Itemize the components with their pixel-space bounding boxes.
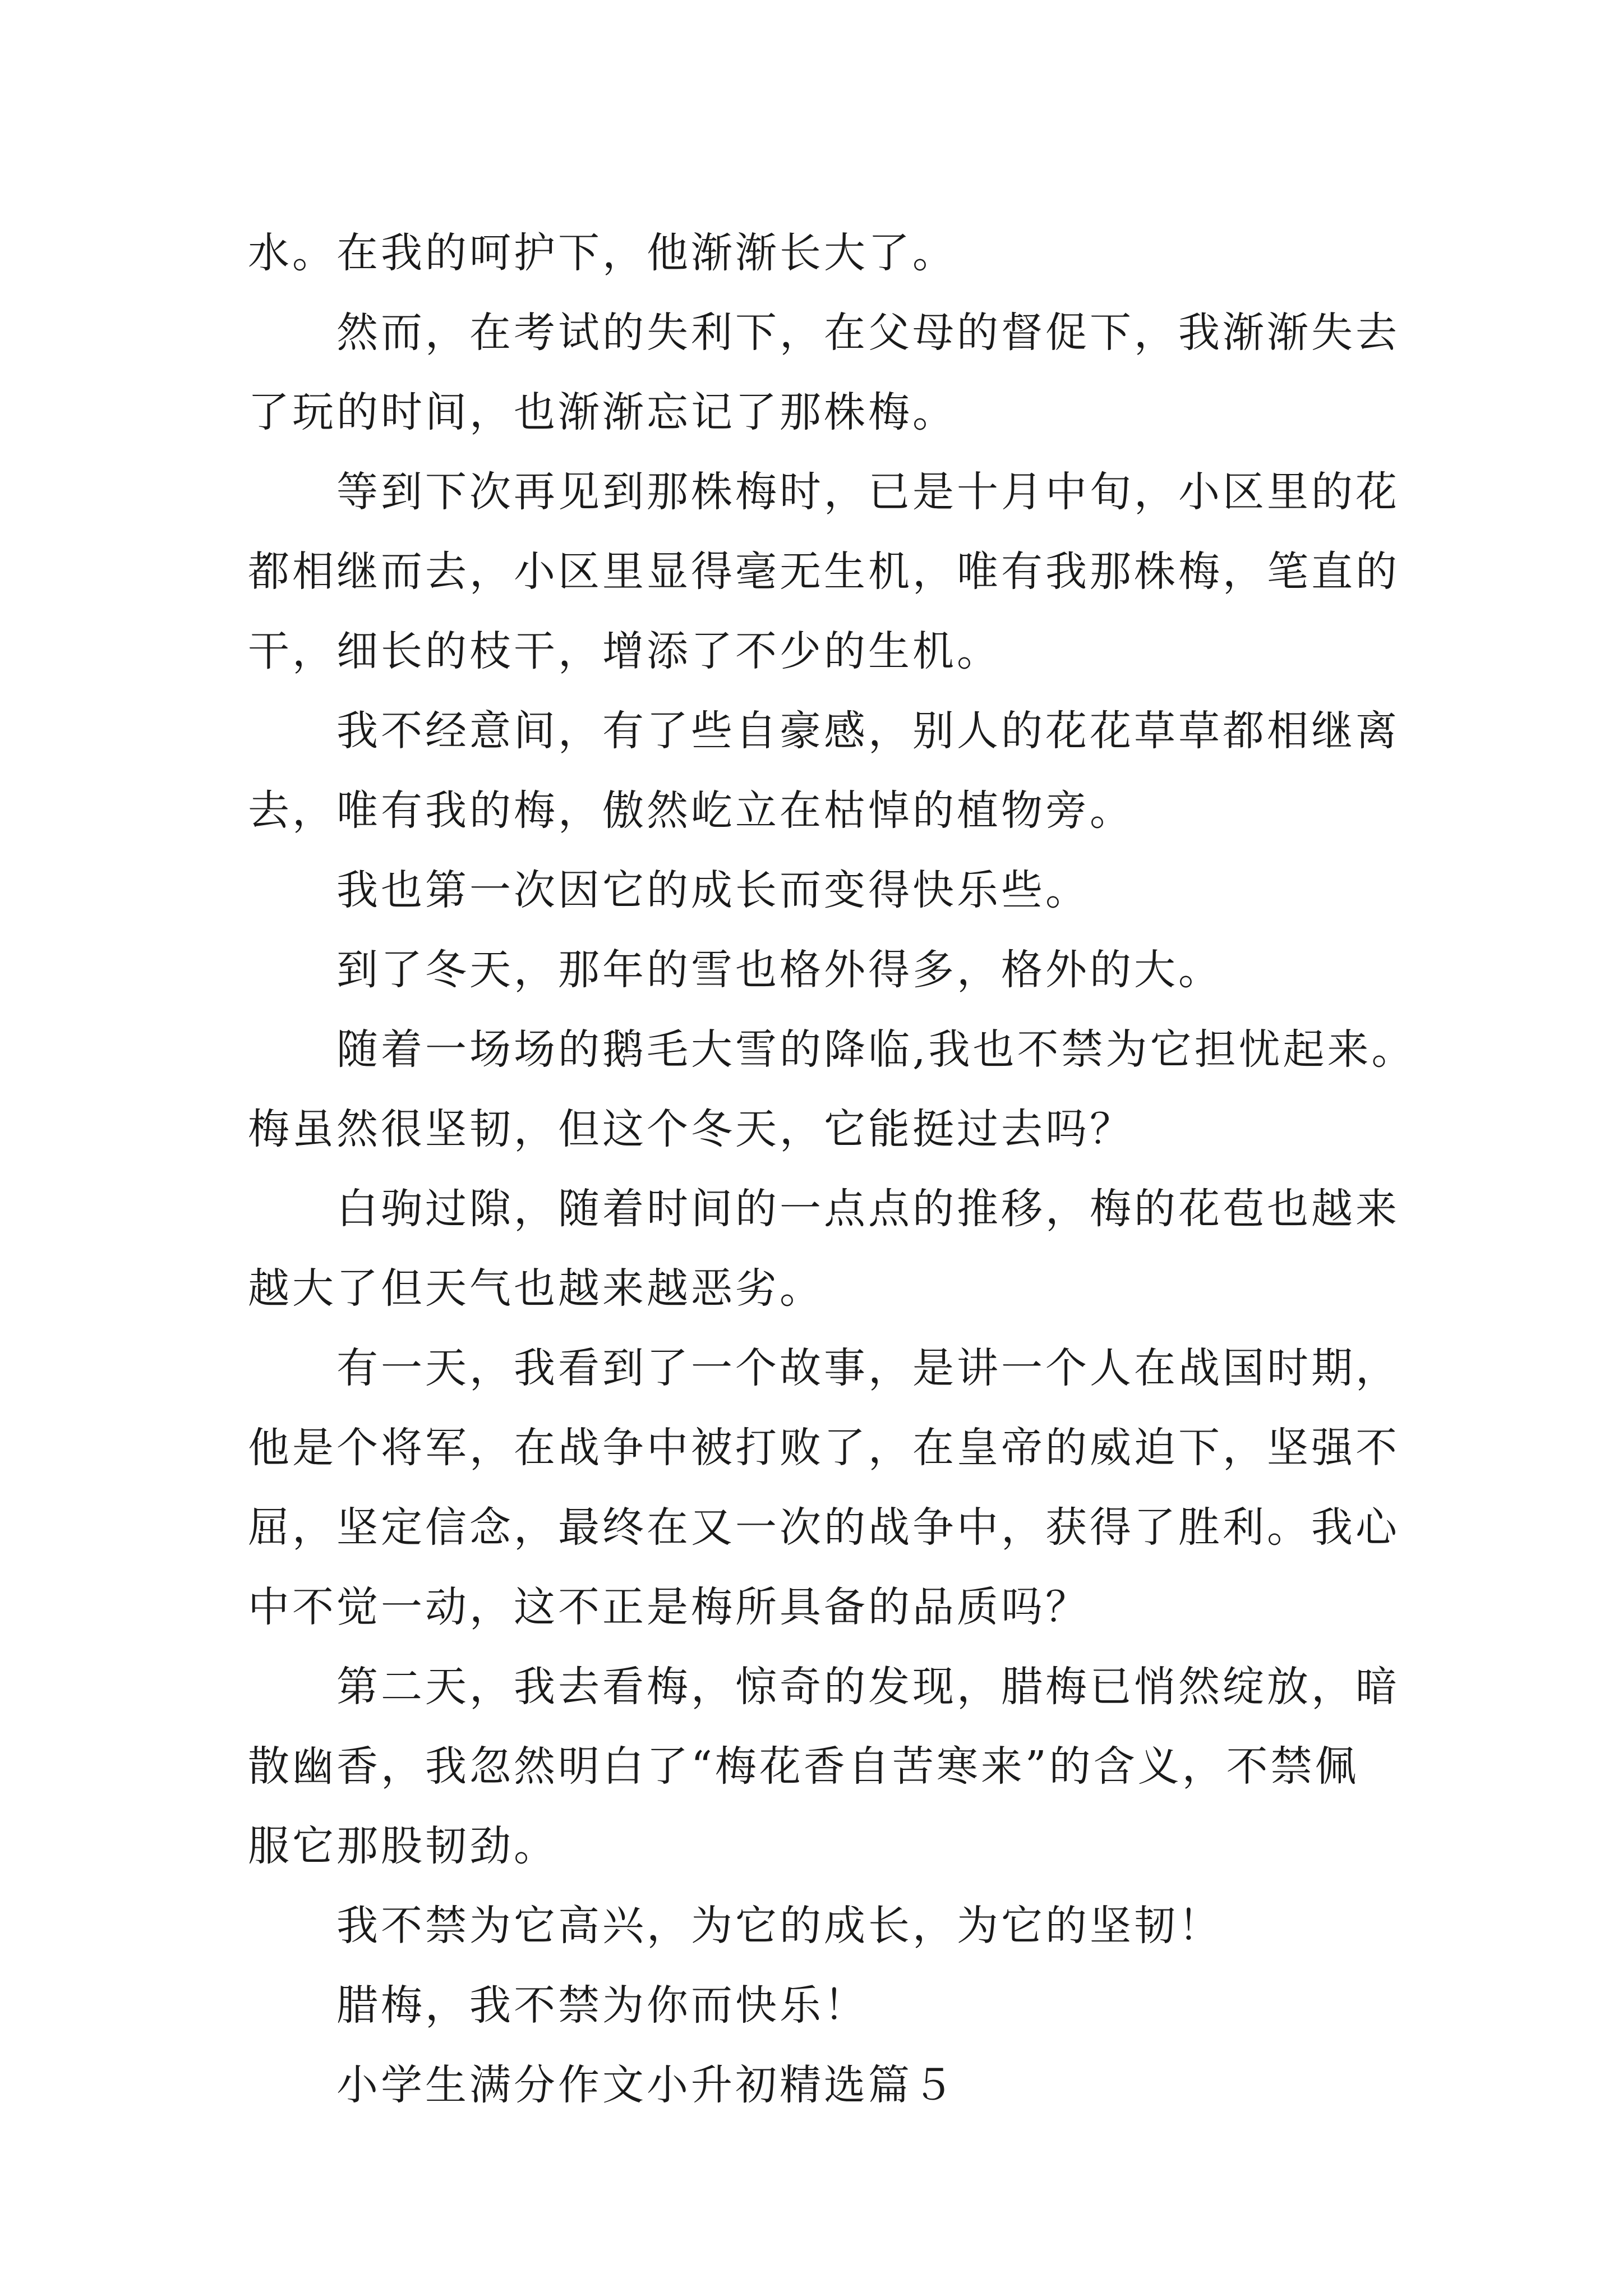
- paragraph-line: 梅虽然很坚韧，但这个冬天，它能挺过去吗？: [248, 1105, 1134, 1153]
- paragraph-line: 屈，坚定信念，最终在又一次的战争中，获得了胜利。我心: [248, 1503, 1400, 1552]
- paragraph-first-line: 第二天，我去看梅，惊奇的发现，腊梅已悄然绽放，暗: [336, 1663, 1400, 1711]
- paragraph-first-line: 我不禁为它高兴，为它的成长，为它的坚韧！: [336, 1902, 1223, 1950]
- paragraph-line: 中不觉一动，这不正是梅所具备的品质吗？: [248, 1583, 1090, 1631]
- paragraph-first-line: 白驹过隙，随着时间的一点点的推移，梅的花苞也越来: [336, 1185, 1400, 1233]
- paragraph-first-line: 到了冬天，那年的雪也格外得多，格外的大。: [336, 946, 1223, 994]
- paragraph-first-line: 随着一场场的鹅毛大雪的降临,我也不禁为它担忧起来。: [336, 1025, 1416, 1074]
- paragraph-first-line: 有一天，我看到了一个故事，是讲一个人在战国时期，: [336, 1344, 1400, 1392]
- paragraph-line: 他是个将军，在战争中被打败了，在皇帝的威迫下，坚强不: [248, 1424, 1400, 1472]
- paragraph-first-line: 腊梅，我不禁为你而快乐！: [336, 1981, 868, 2030]
- paragraph-line: 散幽香，我忽然明白了“梅花香自苦寒来”的含义，不禁佩: [248, 1742, 1359, 1791]
- paragraph-line: 越大了但天气也越来越恶劣。: [248, 1264, 824, 1313]
- paragraph-line: 水。在我的呵护下，他渐渐长大了。: [248, 229, 957, 277]
- paragraph-first-line: 等到下次再见到那株梅时，已是十月中旬，小区里的花: [336, 468, 1400, 516]
- paragraph-line: 了玩的时间，也渐渐忘记了那株梅。: [248, 388, 957, 436]
- paragraph-first-line: 然而，在考试的失利下，在父母的督促下，我渐渐失去: [336, 309, 1400, 357]
- paragraph-line: 去，唯有我的梅，傲然屹立在枯悼的植物旁。: [248, 786, 1134, 835]
- paragraph-line: 干，细长的枝干，增添了不少的生机。: [248, 627, 1001, 675]
- essay-body: [248, 213, 1416, 2125]
- paragraph-first-line: 小学生满分作文小升初精选篇５: [336, 2061, 957, 2109]
- paragraph-line: 服它那股韧劲。: [248, 1822, 558, 1870]
- paragraph-line: 都相继而去，小区里显得毫无生机，唯有我那株梅，笔直的: [248, 547, 1400, 596]
- paragraph-first-line: 我不经意间，有了些自豪感，别人的花花草草都相继离: [336, 707, 1400, 755]
- paragraph-first-line: 我也第一次因它的成长而变得快乐些。: [336, 866, 1090, 914]
